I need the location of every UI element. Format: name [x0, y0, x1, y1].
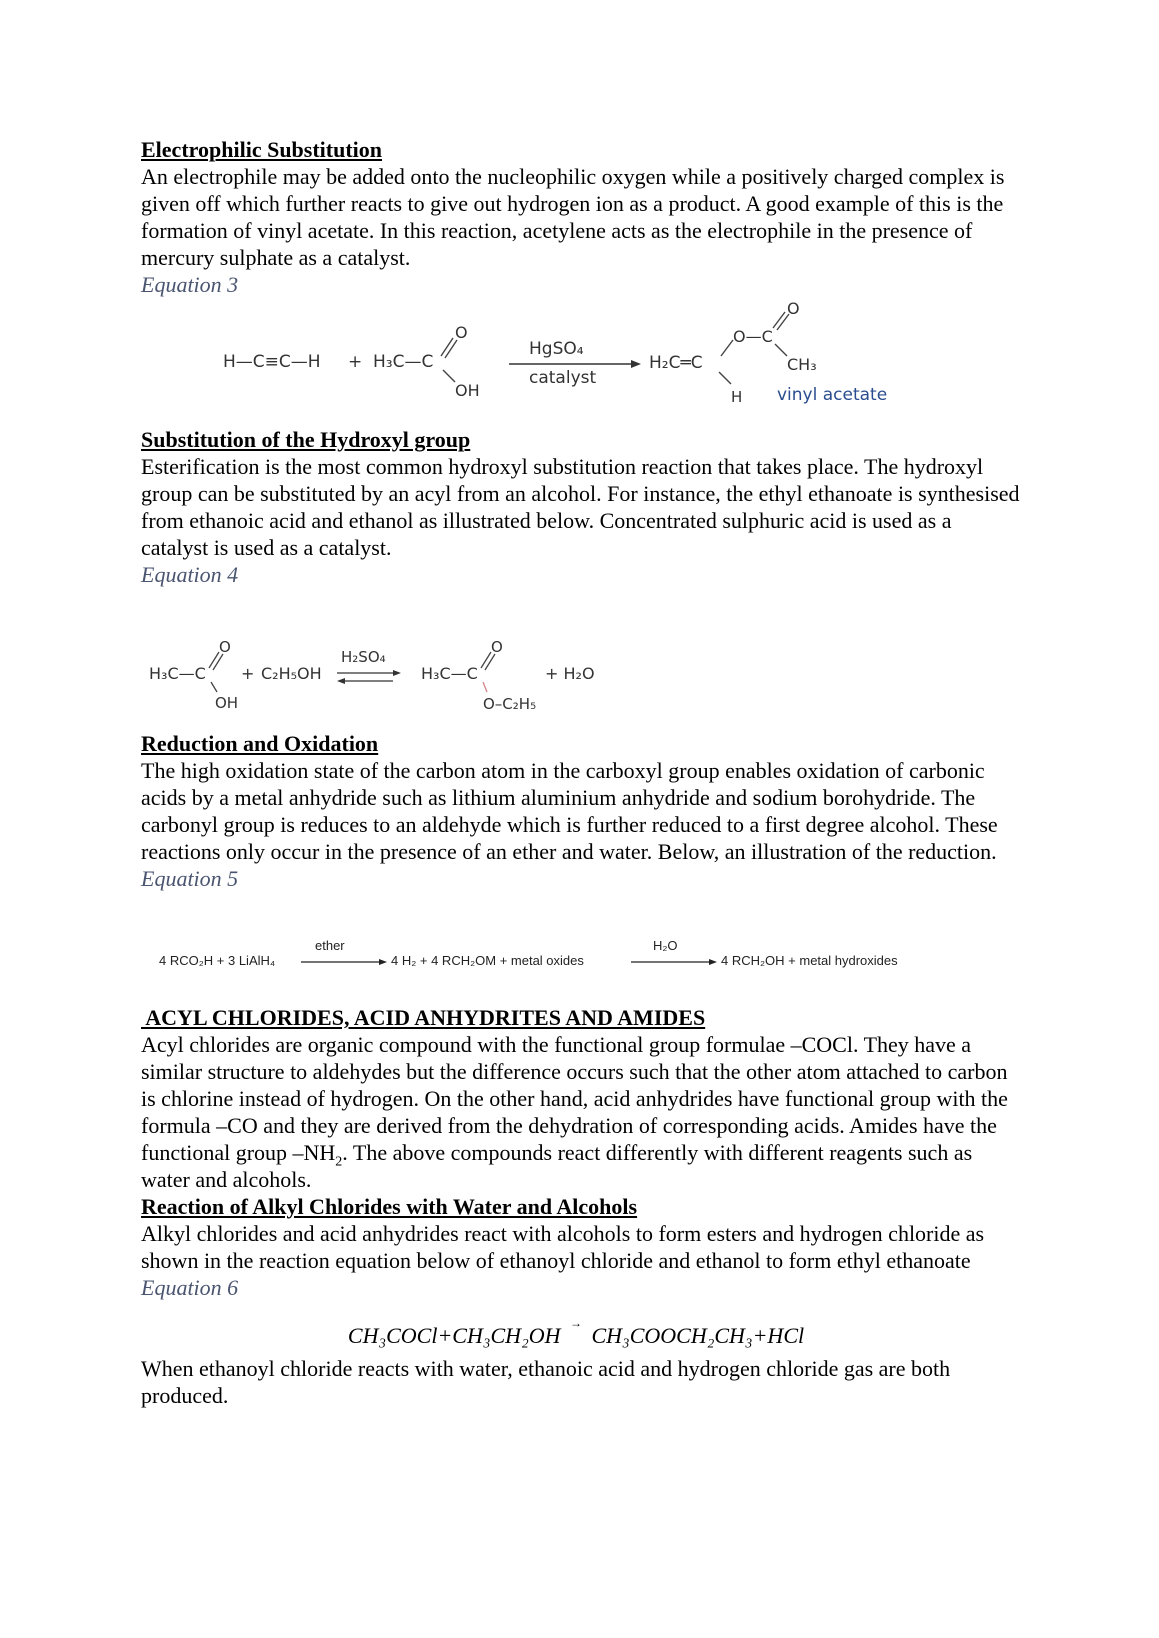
paragraph-acyl	[141, 1031, 1021, 1193]
vinyl-group-label: H₂C═C	[649, 353, 703, 373]
acid-hydroxyl-label: OH	[215, 694, 239, 712]
formula-arrow-glyph: →	[570, 1316, 582, 1330]
caption-equation-5: Equation 5	[141, 866, 239, 891]
formula-reactants: CH₃COCl+CH₃CH₂OH	[347, 1323, 561, 1348]
paragraph-closing: When ethanoyl chloride reacts with water, ethanoic acid and hydrogen chloride gas are both produced.	[141, 1356, 951, 1408]
heading-reduction-oxidation: Reduction and Oxidation	[141, 731, 379, 756]
equation-4-figure	[141, 588, 1021, 730]
heading-acyl-chlorides	[141, 1004, 1021, 1031]
ester-carbonyl-oxygen: O	[491, 638, 503, 656]
document-page	[141, 136, 1021, 1409]
heading-acyl-text: ACYL CHLORIDES, ACID ANHYDRITES AND AMIDES	[141, 1005, 706, 1030]
equation-3-figure	[141, 298, 1021, 426]
acetylene-label: H—C≡C—H	[223, 352, 321, 372]
ester-methyl-label: H₃C—C	[421, 664, 478, 683]
acetic-acid-methyl: H₃C—C	[373, 352, 434, 372]
caption-equation-6: Equation 6	[141, 1275, 239, 1300]
heading-electrophilic-substitution: Electrophilic Substitution	[141, 137, 383, 162]
ethanol-label: C₂H₅OH	[261, 664, 322, 683]
carbonyl-oxygen-label: O	[455, 323, 468, 342]
caption-equation-4: Equation 4	[141, 562, 239, 587]
formula-products: CH₃COOCH₂CH₃+HCl	[591, 1323, 805, 1348]
intermediates-label: 4 H₂ + 4 RCH₂OM + metal oxides	[391, 953, 584, 968]
paragraph-alkyl: Alkyl chlorides and acid anhydrides react with alcohols to form esters and hydrogen chloride as shown in the reaction equation below of ethanoyl chloride and ethanol to form ethyl ethanoate	[141, 1221, 985, 1273]
paragraph-electrophilic: An electrophile may be added onto the nucleophilic oxygen while a positively charged complex is given off which further reacts to give out hydrogen ion as a product. A good example of this is the formation of vinyl acetate. In this reaction, acetylene acts as the electrophile in the presence of mercury sulphate as a catalyst.	[141, 164, 1005, 270]
methyl-label: CH₃	[787, 355, 817, 374]
equation-6-formula	[131, 1301, 1021, 1355]
ester-carbonyl-oxygen: O	[787, 299, 800, 318]
reactants-label: 4 RCO₂H + 3 LiAlH₄	[159, 953, 276, 968]
hydroxyl-label: OH	[455, 381, 480, 400]
heading-hydroxyl-substitution: Substitution of the Hydroxyl group	[141, 427, 471, 452]
products-label: 4 RCH₂OH + metal hydroxides	[721, 953, 898, 968]
plus-sign: +	[348, 352, 363, 372]
water-label: + H₂O	[545, 664, 595, 683]
product-name-vinyl-acetate: vinyl acetate	[777, 385, 888, 405]
acyl-text-part1: Acyl chlorides are organic compound with the functional group formulae –COCl. They have a similar structure to aldehydes but the difference occurs such that the other atom attached to carbon is chlorine instead of hydrogen. On the other hand, acid anhydrides have functional group with the formula –CO and they are derived from the dehydration of corresponding acids. Amides have the functional group –NH	[141, 1032, 1008, 1165]
caption-equation-3: Equation 3	[141, 272, 239, 297]
plus-sign: +	[241, 664, 255, 683]
heading-alkyl-chlorides: Reaction of Alkyl Chlorides with Water and Alcohols	[141, 1194, 638, 1219]
acid-methyl-label: H₃C—C	[149, 664, 206, 683]
nh2-subscript: 2	[335, 1154, 343, 1170]
hydrogen-label: H	[731, 388, 743, 406]
water-step-label: H₂O	[653, 938, 678, 953]
paragraph-hydroxyl: Esterification is the most common hydroxyl substitution reaction that takes place. The hydroxyl group can be substituted by an acyl from an alcohol. For instance, the ethyl ethanoate is synthesised from ethanoic acid and ethanol as illustrated below. Concentrated sulphuric acid is used as a catalyst is used as a catalyst.	[141, 454, 1020, 560]
paragraph-redox: The high oxidation state of the carbon atom in the carboxyl group enables oxidation of carbonic acids by a metal anhydride such as lithium aluminium anhydride and sodium borohydride. The carbonyl group is reduces to an aldehyde which is further reduced to a first degree alcohol. These reactions only occur in the presence of an ether and water. Below, an illustration of the reduction.	[141, 758, 998, 864]
acyl-text-part2: . The above compounds react differently with different reagents such as water and alcohols.	[141, 1140, 973, 1192]
equation-5-figure	[141, 892, 1021, 1004]
reagent-hgso4: HgSO₄	[529, 339, 584, 359]
ester-oxygen-label: O—C	[733, 327, 773, 346]
ether-label: ether	[315, 938, 345, 953]
condition-catalyst: catalyst	[529, 368, 597, 388]
acid-carbonyl-oxygen: O	[219, 638, 231, 656]
reagent-h2so4: H₂SO₄	[341, 648, 386, 666]
ester-ethoxy-label: O–C₂H₅	[483, 695, 537, 713]
